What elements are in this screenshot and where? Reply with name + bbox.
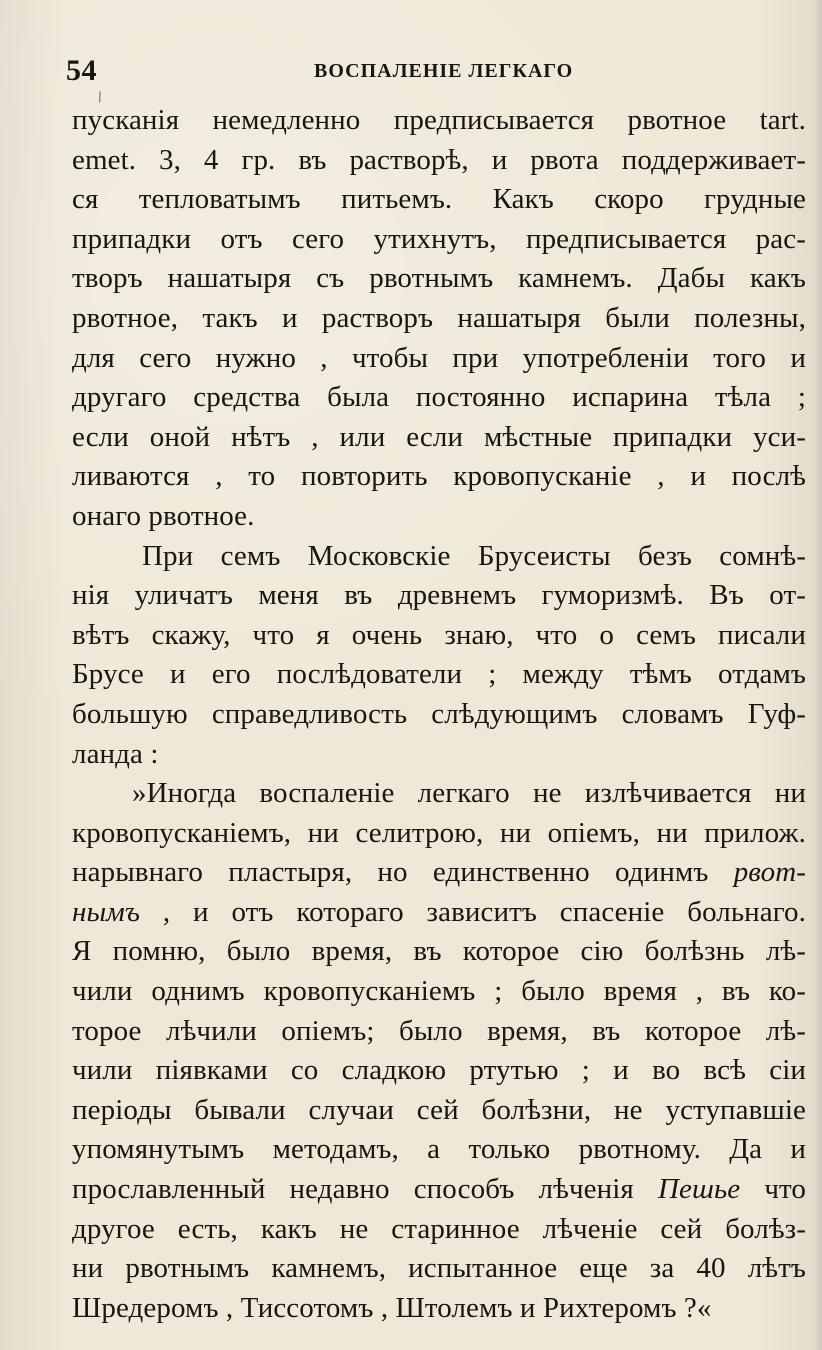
- quote-line-with-italic: [72, 1170, 806, 1210]
- italic-name: Пешье: [657, 1173, 741, 1206]
- text-line: рвотное, такъ и растворъ нашатыря были полезны,: [72, 301, 806, 334]
- running-head: ВОСПАЛЕНІЕ ЛЕГКАГО: [314, 60, 574, 82]
- text-line: большую справедливость слѣдующимъ словамъ Гуф-: [72, 697, 806, 730]
- quote-fragment: нарывнаго пластыря, но единственно одинмъ: [72, 856, 734, 889]
- quote-line: Шредеромъ , Тиссотомъ , Штолемъ и Рихтеромъ ?«: [72, 1291, 712, 1324]
- body-text: [72, 101, 806, 1328]
- quote-line: другое есть, какъ не старинное лѣченіе сей болѣз-: [72, 1212, 806, 1245]
- text-line: emet. 3, 4 гр. въ растворѣ, и рвота поддерживает-: [72, 143, 806, 176]
- quote-line: »Иногда воспаленіе легкаго не излѣчивается ни: [132, 777, 806, 810]
- quote-line: періоды бывали случаи сей болѣзни, не уступавшіе: [72, 1093, 806, 1126]
- italic-word: нымъ: [72, 895, 140, 928]
- quote-line: упомянутымъ методамъ, а только рвотному. Да и: [72, 1133, 806, 1166]
- quote-fragment: , и отъ котораго зависитъ спасеніе больнаго.: [140, 895, 806, 928]
- quote-line: чили однимъ кровопусканіемъ ; было время , въ ко-: [72, 975, 806, 1008]
- quote-line: торое лѣчили опіемъ; было время, въ которое лѣ-: [72, 1014, 806, 1047]
- text-line: Брусе и его послѣдователи ; между тѣмъ отдамъ: [72, 658, 806, 691]
- quote-line-with-italic: [72, 853, 806, 893]
- text-line: творъ нашатыря съ рвотнымъ камнемъ. Дабы какъ: [72, 262, 806, 295]
- quote-line: ни рвотнымъ камнемъ, испытанное еще за 40 лѣтъ: [72, 1252, 806, 1285]
- quote-fragment: что: [740, 1173, 807, 1206]
- quote-line: чили піявками со сладкою ртутью ; и во всѣ сіи: [72, 1054, 806, 1087]
- quote-line: кровопусканіемъ, ни селитрою, ни опіемъ, ни прилож.: [72, 816, 806, 849]
- text-line: для сего нужно , чтобы при употребленіи того и: [72, 341, 806, 374]
- italic-word: рвот-: [733, 856, 806, 889]
- text-line: ся тепловатымъ питьемъ. Какъ скоро грудные: [72, 183, 806, 216]
- text-line: припадки отъ сего утихнутъ, предписывается рас-: [72, 222, 806, 255]
- text-line: другаго средства была постоянно испарина тѣла ;: [72, 381, 806, 414]
- text-line: ланда :: [72, 737, 159, 770]
- page-number: 54: [66, 54, 97, 87]
- page-header: [66, 53, 794, 89]
- quote-line-with-italic: [72, 893, 806, 933]
- text-line: ливаются , то повторить кровопусканіе , и послѣ: [72, 460, 806, 493]
- text-line: нія уличатъ меня въ древнемъ гуморизмѣ. Въ от-: [72, 579, 806, 612]
- text-line: онаго рвотное.: [72, 499, 255, 532]
- stray-mark: /: [95, 88, 105, 107]
- quote-line: Я помню, было время, въ которое сію болѣзнь лѣ-: [72, 935, 806, 968]
- page-edge-shadow: [814, 0, 822, 1350]
- text-line: пусканія немедленно предписывается рвотное tart.: [72, 104, 806, 136]
- text-line: если оной нѣтъ , или если мѣстные припадки уси-: [72, 420, 806, 453]
- paragraph-line: При семъ Московскіе Брусеисты безъ сомнѣ-: [142, 539, 806, 572]
- quote-fragment: прославленный недавно способъ лѣченія: [72, 1173, 658, 1206]
- text-line: вѣтъ скажу, что я очень знаю, что о семъ писали: [72, 618, 806, 651]
